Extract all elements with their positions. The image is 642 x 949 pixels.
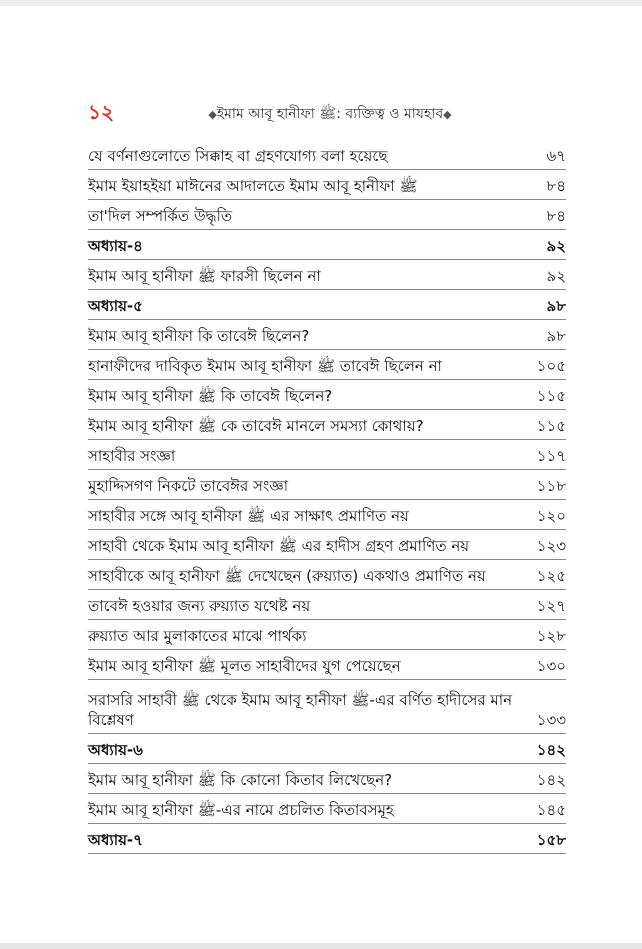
toc-entry	[88, 350, 566, 380]
toc-entry-title: অধ্যায়-৫	[88, 297, 143, 315]
toc-entry-page: ১১৫	[536, 417, 566, 435]
toc-entry	[88, 590, 566, 620]
running-title: ইমাম আবূ হানীফা ﷺ: ব্যক্তিত্ব ও মাযহাব	[216, 106, 444, 122]
toc-entry-page: ১৩৩	[536, 711, 566, 729]
toc-entry-page: ১১৮	[536, 477, 566, 495]
toc-entry	[88, 140, 566, 170]
toc-entry-title: ইমাম আবূ হানীফা ﷺ কে তাবেঈ মানলে সমস্যা কোথায়?	[88, 417, 424, 435]
toc-entry-title: সাহাবীর সংজ্ঞা	[88, 447, 176, 465]
toc-entry-title: ইমাম আবূ হানীফা ﷺ-এর নামে প্রচলিত কিতাবসমূহ	[88, 801, 394, 819]
toc-entry	[88, 380, 566, 410]
toc-entry	[88, 794, 566, 824]
toc-entry	[88, 320, 566, 350]
toc-chapter-heading	[88, 824, 566, 854]
toc-entry-title: তাবেঈ হওয়ার জন্য রুয়্যাত যথেষ্ট নয়	[88, 597, 311, 615]
toc-entry	[88, 260, 566, 290]
toc-entry-page: ১১৭	[536, 447, 566, 465]
toc-entry-title: অধ্যায়-৬	[88, 741, 143, 759]
toc-entry-page: ১২৩	[536, 537, 566, 555]
toc-entry-page: ১৪২	[536, 771, 566, 789]
toc-entry-title: সাহাবীর সঙ্গে আবূ হানীফা ﷺ এর সাক্ষাৎ প্রমাণিত নয়	[88, 507, 409, 525]
top-edge	[0, 0, 642, 6]
toc-entry-title: সাহাবীকে আবূ হানীফা ﷺ দেখেছেন (রুয়্যাত) একথাও প্রমাণিত নয়	[88, 567, 486, 585]
toc-entry	[88, 470, 566, 500]
toc-entry-page: ১১৫	[536, 387, 566, 405]
page-number: ১২	[88, 100, 114, 124]
toc-entry	[88, 440, 566, 470]
toc-entry	[88, 410, 566, 440]
toc-entry-page: ১৫৮	[536, 831, 566, 849]
toc-entry-title: ইমাম ইয়াহইয়া মাঈনের আদালতে ইমাম আবূ হানীফা ﷺ	[88, 177, 418, 195]
toc-entry	[88, 170, 566, 200]
toc-chapter-heading	[88, 734, 566, 764]
toc-entry	[88, 680, 566, 734]
toc-entry	[88, 200, 566, 230]
toc-entry-page: ৮৪	[546, 177, 566, 195]
diamond-ornament-left: ◆	[208, 108, 217, 121]
toc-entry-title: ইমাম আবূ হানীফা ﷺ কি তাবেঈ ছিলেন?	[88, 387, 333, 405]
toc-entry-page: ১২৮	[536, 627, 566, 645]
table-of-contents	[88, 140, 566, 854]
toc-entry-title: ইমাম আবূ হানীফা ﷺ ফারসী ছিলেন না	[88, 267, 321, 285]
toc-entry-page: ৯৮	[546, 297, 566, 315]
toc-entry-page: ৯২	[546, 267, 566, 285]
toc-entry-title: ইমাম আবূ হানীফা ﷺ মূলত সাহাবীদের যুগ পেয়েছেন	[88, 657, 401, 675]
toc-entry-page: ১৪২	[536, 741, 566, 759]
toc-entry-page: ১২৭	[536, 597, 566, 615]
toc-chapter-heading	[88, 290, 566, 320]
toc-entry-title: সাহাবী থেকে ইমাম আবূ হানীফা ﷺ এর হাদীস গ্রহণ প্রমাণিত নয়	[88, 537, 470, 555]
toc-entry-title: ইমাম আবূ হানীফা ﷺ কি কোনো কিতাব লিখেছেন?	[88, 771, 393, 789]
toc-entry-title: মুহাদ্দিসগণ নিকটে তাবেঈর সংজ্ঞা	[88, 477, 289, 495]
toc-entry-title: অধ্যায়-৪	[88, 237, 143, 255]
toc-entry-title: সরাসরি সাহাবী ﷺ থেকে ইমাম আবূ হানীফা ﷺ-এর বর্ণিত হাদীসের মান বিশ্লেষণ	[88, 691, 513, 729]
toc-entry-title: রুয়্যাত আর মুলাকাতের মাঝে পার্থক্য	[88, 627, 307, 645]
toc-entry	[88, 560, 566, 590]
toc-entry-page: ৮৪	[546, 207, 566, 225]
toc-entry-page: ৬৭	[546, 147, 566, 165]
toc-entry-page: ৯৮	[546, 327, 566, 345]
toc-entry-title: তা'দিল সম্পর্কিত উদ্ধৃতি	[88, 207, 233, 225]
diamond-ornament-right: ◆	[443, 108, 452, 121]
toc-entry	[88, 620, 566, 650]
toc-entry-page: ১৩০	[536, 657, 566, 675]
toc-entry	[88, 650, 566, 680]
toc-entry-page: ১২৫	[536, 567, 566, 585]
toc-entry-title: হানাফীদের দাবিকৃত ইমাম আবূ হানীফা ﷺ তাবেঈ ছিলেন না	[88, 357, 442, 375]
toc-entry-title: অধ্যায়-৭	[88, 831, 143, 849]
toc-entry	[88, 500, 566, 530]
toc-chapter-heading	[88, 230, 566, 260]
toc-entry-page: ১৪৫	[536, 801, 566, 819]
running-header	[180, 104, 480, 125]
toc-entry	[88, 530, 566, 560]
toc-entry-title: যে বর্ণনাগুলোতে সিক্কাহ বা গ্রহণযোগ্য বলা হয়েছে	[88, 147, 388, 165]
toc-entry-page: ৯২	[546, 237, 566, 255]
toc-entry-title: ইমাম আবূ হানীফা কি তাবেঈ ছিলেন?	[88, 327, 310, 345]
toc-entry-page: ১০৫	[536, 357, 566, 375]
toc-entry-page: ১২০	[536, 507, 566, 525]
bottom-edge	[0, 943, 642, 949]
toc-entry	[88, 764, 566, 794]
